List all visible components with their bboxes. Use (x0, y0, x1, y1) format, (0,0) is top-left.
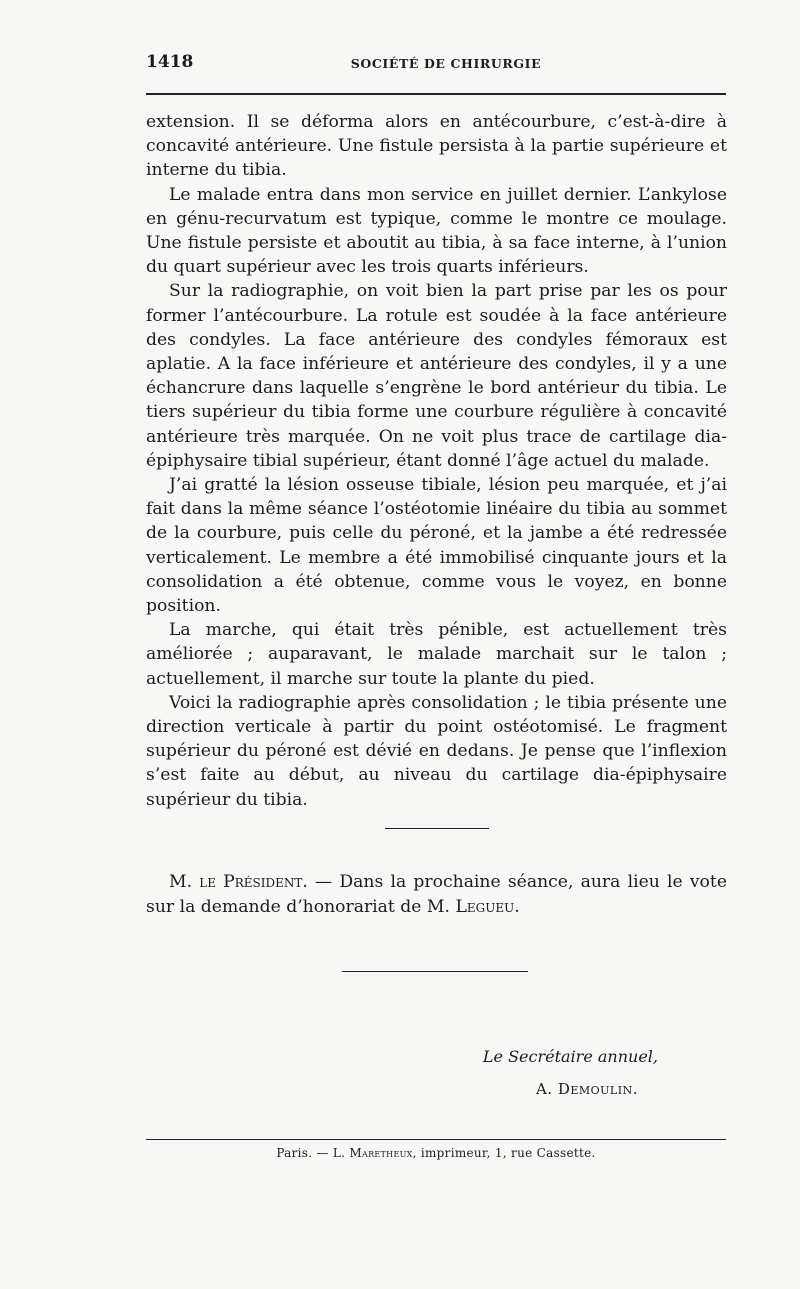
printer-imprint (146, 1146, 726, 1160)
imprint-printer: Maretheux (349, 1146, 413, 1160)
section-divider (385, 828, 489, 829)
section-divider (342, 971, 528, 972)
body-text (146, 110, 727, 812)
page-header (146, 52, 726, 78)
paragraph: Sur la radiographie, on voit bien la part prise par les os pour former l’antécourbure. La rotule est soudée à la face antérieure des condyles. La face antérieure des condyles fémoraux est aplatie. A la face inférieure et antérieure des condyles, il y a une échancrure dans laquelle s’engrène le bord antérieur du tibia. Le tiers supérieur du tibia forme une courbure régulière à concavité antérieure très marquée. On ne voit plus trace de cartilage dia-épiphysaire tibial supérieur, étant donné l’âge actuel du malade. (146, 281, 727, 471)
speaker-prefix: M. (169, 872, 200, 892)
page-number: 1418 (146, 52, 194, 72)
signature-role: Le Secrétaire annuel, (482, 1047, 658, 1066)
imprint-city: Paris. — L. (276, 1146, 350, 1160)
speaker-title: le Président (199, 872, 303, 892)
named-person: Legueu (455, 896, 515, 917)
signature-end: . (632, 1080, 638, 1098)
announcement-text: . — Dans la prochaine séance, aura lieu le vote sur la demande d’honorariat de M. (146, 872, 727, 917)
paragraph: Le malade entra dans mon service en juillet dernier. L’ankylose en génu-recurvatum est typique, comme le montre ce moulage. Une fistule persiste et aboutit au tibia, à sa face interne, à l’union du quart supérieur avec les trois quarts inférieurs. (146, 184, 727, 278)
paragraph: extension. Il se déforma alors en antécourbure, c’est-à-dire à concavité antérieure. Une fistule persista à la partie supérieure et interne du tibia. (146, 112, 727, 181)
running-title: SOCIÉTÉ DE CHIRURGIE (350, 56, 542, 71)
announcement-end: . (514, 896, 520, 917)
signature-initial: A. (535, 1080, 558, 1098)
header-rule (146, 93, 726, 95)
paragraph: J’ai gratté la lésion osseuse tibiale, lésion peu marquée, et j’ai fait dans la même séance l’ostéotomie linéaire du tibia au sommet de la courbure, puis celle du péroné, et la jambe a été redressée verticalement. Le membre a été immobilisé cinquante jours et la consolidation a été obtenue, comme vous le voyez, en bonne position. (146, 475, 727, 617)
paragraph: Voici la radiographie après consolidation ; le tibia présente une direction verticale à partir du point ostéotomisé. Le fragment supérieur du péroné est dévié en dedans. Je pense que l’inflexion s’est faite au début, au niveau du cartilage dia-épiphysaire supérieur du tibia. (146, 692, 727, 810)
footer-rule (146, 1139, 726, 1140)
paragraph: La marche, qui était très pénible, est actuellement très améliorée ; auparavant, le malade marchait sur le talon ; actuellement, il marche sur toute la plante du pied. (146, 620, 727, 689)
signature-name (470, 1080, 638, 1098)
signature-surname: Demoulin (557, 1080, 633, 1098)
imprint-rest: , imprimeur, 1, rue Cassette. (412, 1146, 596, 1160)
president-announcement (146, 870, 727, 919)
